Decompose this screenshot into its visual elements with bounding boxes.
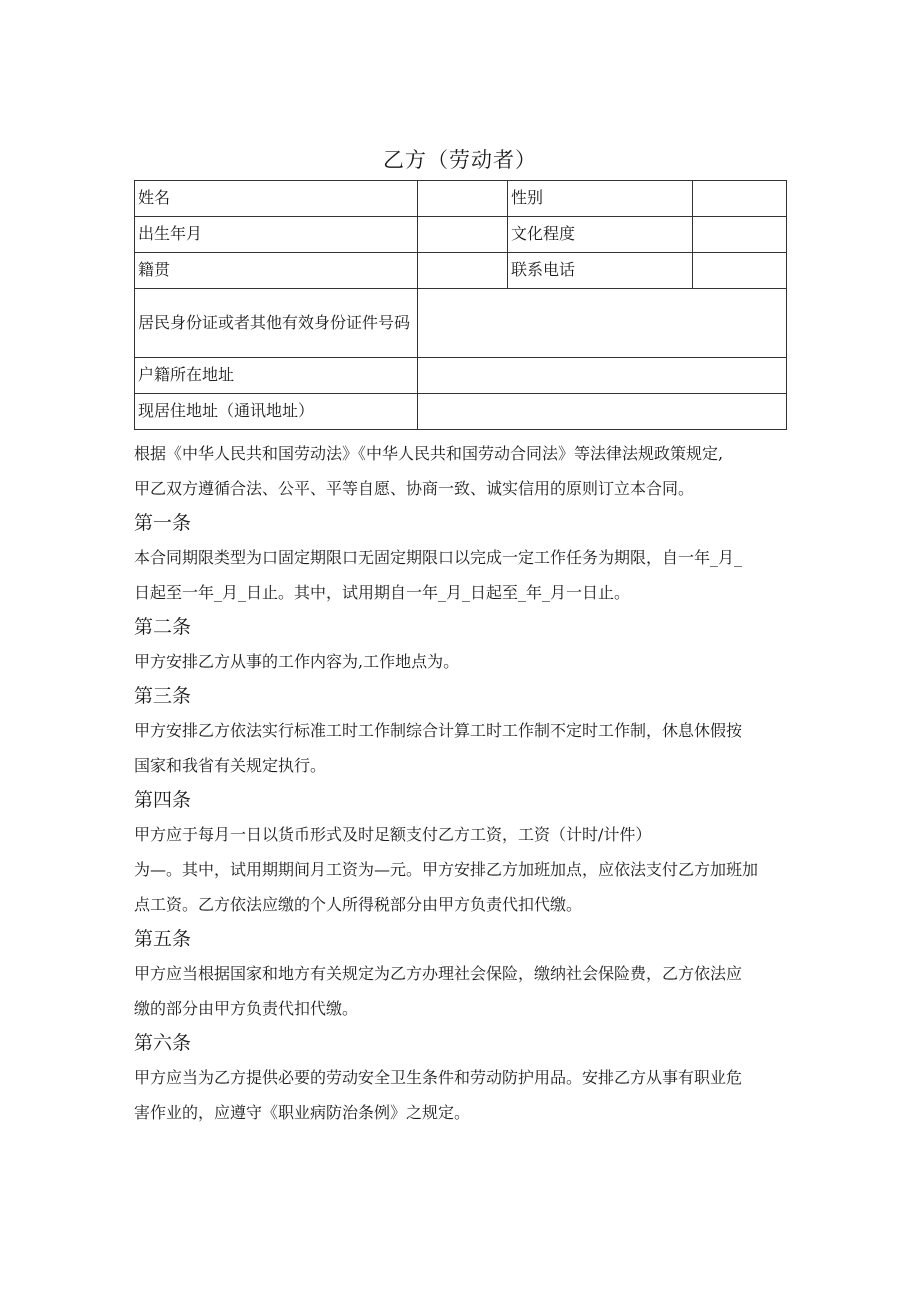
intro-line: 甲乙双方遵循合法、公平、平等自愿、协商一致、诚实信用的原则订立本合同。	[134, 479, 695, 498]
table-row	[135, 253, 787, 289]
contract-page	[134, 140, 786, 1130]
article-heading: 第五条	[134, 928, 192, 950]
birth-label: 出生年月	[135, 217, 418, 253]
article-line: 国家和我省有关规定执行。	[134, 756, 327, 775]
article-line: 缴的部分由甲方负责代扣代缴。	[134, 999, 359, 1018]
article-line: 甲方安排乙方从事的工作内容为,工作地点为。	[134, 652, 460, 671]
education-value-cell[interactable]	[693, 217, 787, 253]
table-row	[135, 289, 787, 358]
article-1	[134, 506, 786, 610]
article-line: 甲方应当根据国家和地方有关规定为乙方办理社会保险，缴纳社会保险费，乙方依法应	[134, 964, 743, 983]
article-line: 日起至一年_月_日止。其中，试用期自一年_月_日起至_年_月一日止。	[134, 583, 631, 602]
current-address-value-cell[interactable]	[418, 394, 787, 430]
phone-label: 联系电话	[508, 253, 693, 289]
article-heading: 第一条	[134, 512, 192, 534]
contract-body	[134, 436, 786, 1130]
native-place-value-cell[interactable]	[418, 253, 508, 289]
worker-info-table	[134, 180, 787, 430]
article-line: 本合同期限类型为口固定期限口无固定期限口以完成一定工作任务为期限，自一年_月_	[134, 548, 743, 567]
article-heading: 第二条	[134, 616, 192, 638]
article-line: 甲方应于每月一日以货币形式及时足额支付乙方工资，工资（计时/计件）	[134, 825, 652, 844]
article-heading: 第三条	[134, 685, 192, 707]
id-number-label: 居民身份证或者其他有效身份证件号码	[135, 289, 418, 358]
name-label: 姓名	[135, 181, 418, 217]
phone-value-cell[interactable]	[693, 253, 787, 289]
article-3	[134, 679, 786, 783]
article-line: 点工资。乙方依法应缴的个人所得税部分由甲方负责代扣代缴。	[134, 895, 583, 914]
native-place-label: 籍贯	[135, 253, 418, 289]
name-value-cell[interactable]	[418, 181, 508, 217]
table-row	[135, 358, 787, 394]
article-heading: 第六条	[134, 1032, 192, 1054]
table-row	[135, 217, 787, 253]
hukou-address-label: 户籍所在地址	[135, 358, 418, 394]
article-line: 害作业的，应遵守《职业病防治条例》之规定。	[134, 1103, 471, 1122]
page-title: 乙方（劳动者）	[383, 148, 537, 172]
gender-label: 性别	[508, 181, 693, 217]
article-heading: 第四条	[134, 789, 192, 811]
article-2	[134, 610, 786, 679]
intro-line: 根据《中华人民共和国劳动法》《中华人民共和国劳动合同法》等法律法规政策规定,	[134, 444, 724, 463]
table-row	[135, 181, 787, 217]
article-line: 为—。其中，试用期期间月工资为—元。甲方安排乙方加班加点，应依法支付乙方加班加	[134, 860, 759, 879]
hukou-address-value-cell[interactable]	[418, 358, 787, 394]
id-number-value-cell[interactable]	[418, 289, 787, 358]
gender-value-cell[interactable]	[693, 181, 787, 217]
table-row	[135, 394, 787, 430]
birth-value-cell[interactable]	[418, 217, 508, 253]
article-5	[134, 922, 786, 1026]
article-4	[134, 783, 786, 922]
article-line: 甲方安排乙方依法实行标准工时工作制综合计算工时工作制不定时工作制，休息休假按	[134, 721, 743, 740]
education-label: 文化程度	[508, 217, 693, 253]
article-line: 甲方应当为乙方提供必要的劳动安全卫生条件和劳动防护用品。安排乙方从事有职业危	[134, 1068, 743, 1087]
current-address-label: 现居住地址（通讯地址）	[135, 394, 418, 430]
article-6	[134, 1026, 786, 1130]
